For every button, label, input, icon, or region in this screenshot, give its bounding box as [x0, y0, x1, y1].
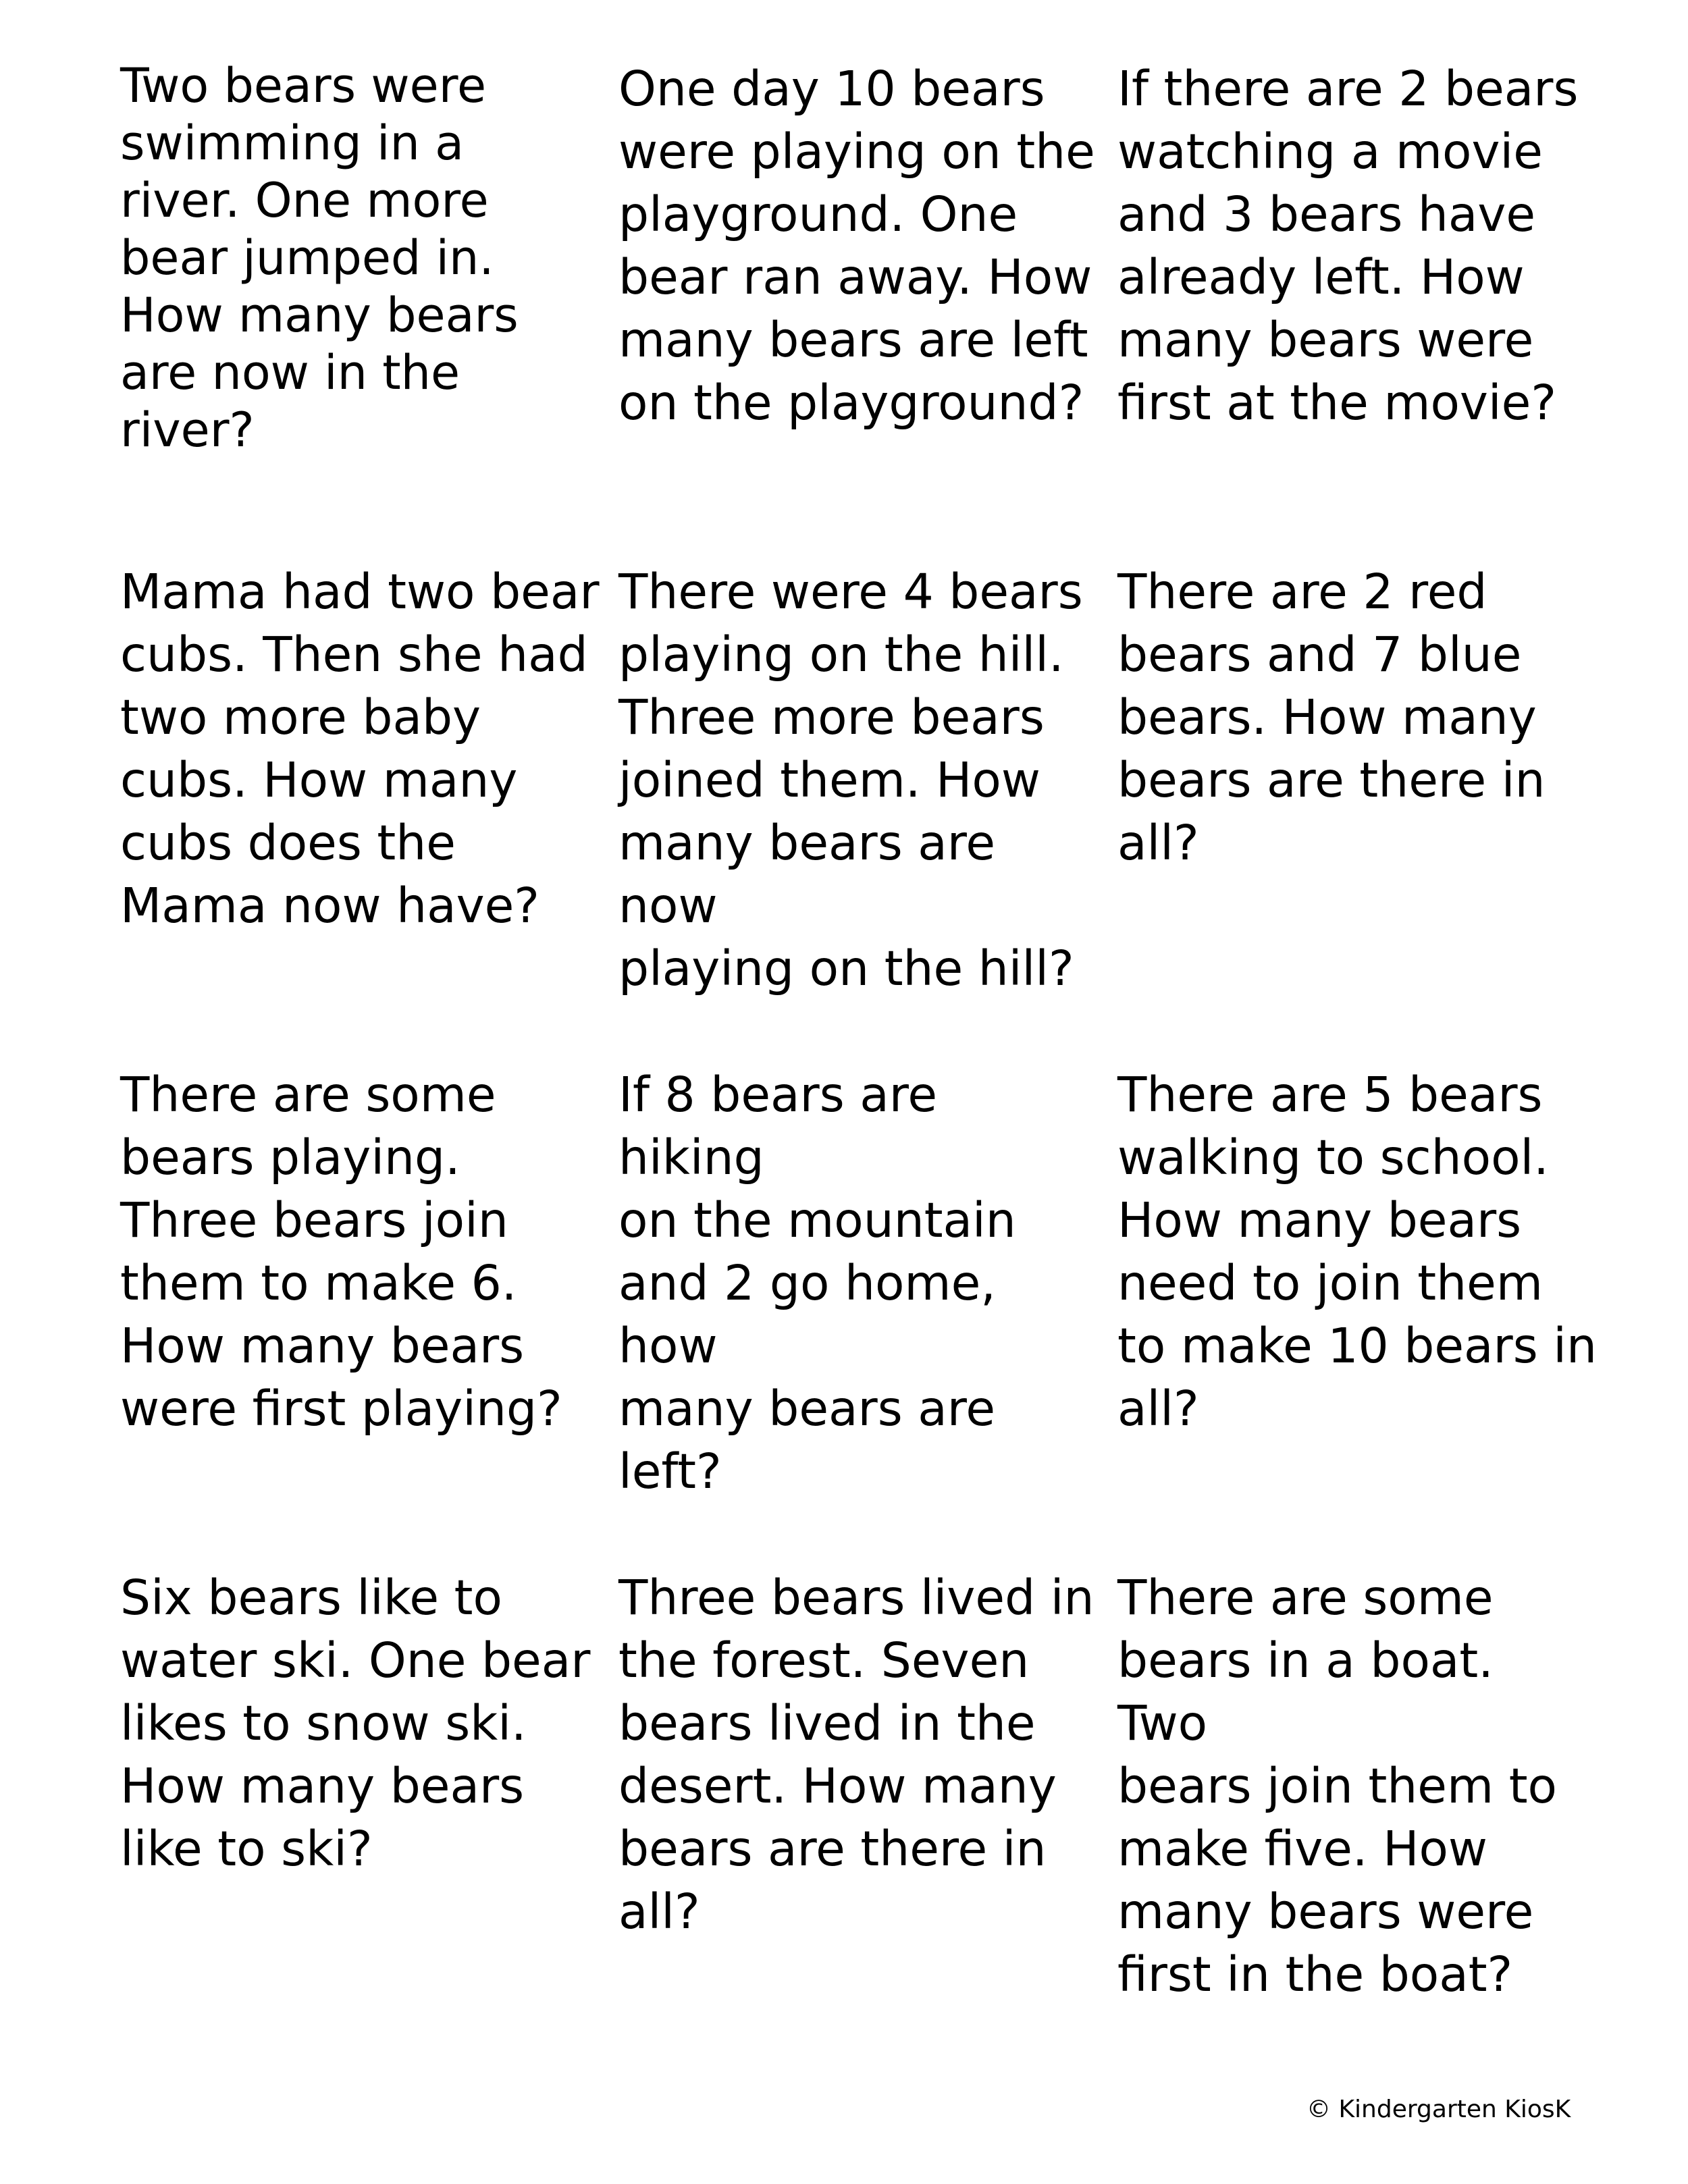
- word-problem-5: There were 4 bears playing on the hill. Three more bears joined them. How many bears are now playing on the hill?: [618, 564, 1083, 996]
- word-problem-10: Six bears like to water ski. One bear likes to snow ski. How many bears like to ski?: [120, 1570, 591, 1877]
- word-problem-6: There are 2 red bears and 7 blue bears. How many bears are there in all?: [1117, 564, 1546, 871]
- word-problem-1: Two bears were swimming in a river. One more bear jumped in. How many bears are now in the river?: [120, 58, 519, 458]
- word-problem-8: If 8 bears are hiking on the mountain and 2 go home, how many bears are left?: [618, 1067, 1016, 1499]
- word-problem-3: If there are 2 bears watching a movie and 3 bears have already left. How many bears were first at the movie?: [1117, 61, 1579, 431]
- copyright-notice: © Kindergarten KiosK: [1307, 2096, 1571, 2123]
- word-problem-7: There are some bears playing. Three bears join them to make 6. How many bears were first playing?: [120, 1067, 562, 1437]
- word-problem-4: Mama had two bear cubs. Then she had two more baby cubs. How many cubs does the Mama now have?: [120, 564, 600, 934]
- word-problem-11: Three bears lived in the forest. Seven bears lived in the desert. How many bears are there in all?: [618, 1570, 1094, 1940]
- word-problem-2: One day 10 bears were playing on the playground. One bear ran away. How many bears are left on the playground?: [618, 61, 1095, 431]
- word-problem-12: There are some bears in a boat. Two bears join them to make five. How many bears were first in the boat?: [1117, 1570, 1557, 2002]
- word-problem-9: There are 5 bears walking to school. How many bears need to join them to make 10 bears in all?: [1117, 1067, 1597, 1437]
